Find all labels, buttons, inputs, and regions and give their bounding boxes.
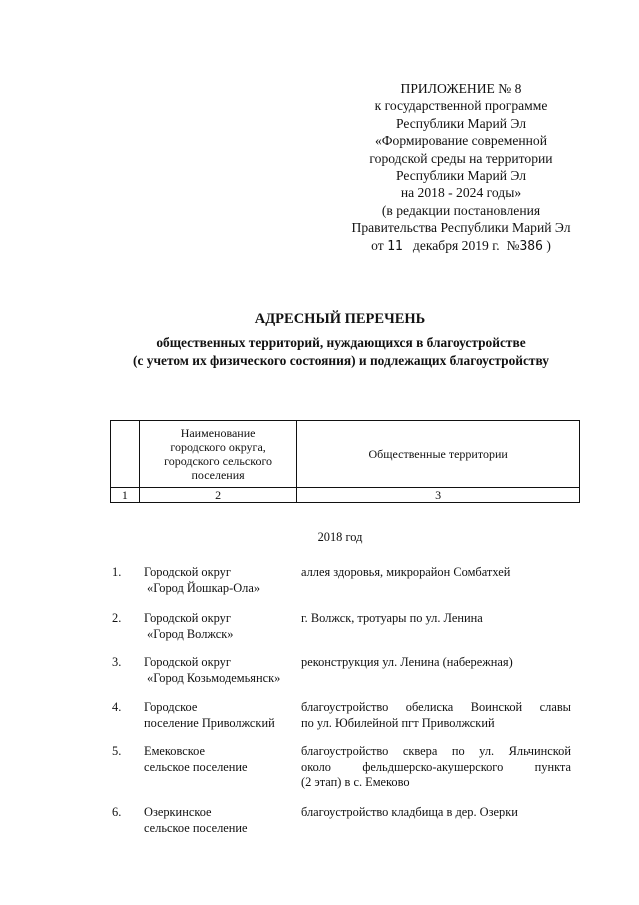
header-line: городского округа, [170,440,266,454]
settlement-line: «Город Волжск» [147,626,234,641]
appendix-line: Республики Марий Эл [395,115,527,131]
settlement-name [144,611,292,642]
territory-line: благоустройство кладбища в дер. Озерки [301,805,518,819]
territory-line: около фельдшерско-акушерского пункта [301,759,571,774]
number-prefix: № [506,237,520,253]
date-day: 11 [387,238,403,254]
appendix-date-line [326,237,596,255]
item-number: 5. [112,744,122,758]
settlement-name [144,655,292,686]
appendix-line: (в редакции постановления [381,202,541,218]
year-heading: 2018 год [317,530,363,544]
settlement-line: Городской округ [144,611,231,625]
item-number: 3. [112,655,122,669]
territory-description [301,744,571,791]
header-line: городского сельского [164,454,273,468]
territory-line: благоустройство сквера по ул. Яльчинской [301,744,571,758]
header-table [110,420,580,503]
appendix-line: ПРИЛОЖЕНИЕ № 8 [400,81,522,96]
territory-line: по ул. Юбилейной пгт Приволжский [301,715,495,730]
subtitle-line: (с учетом их физического состояния) и подлежащих благоустройству [133,353,549,368]
column-number: 3 [297,488,580,503]
appendix-line: Правительства Республики Марий Эл [351,220,571,236]
item-number: 6. [112,805,122,819]
column-number-row [111,488,580,503]
territory-line: реконструкция ул. Ленина (набережная) [301,655,513,669]
item-number: 1. [112,565,122,579]
date-text: декабря 2019 г. [412,237,500,253]
territory-line: (2 этап) в с. Емеково [301,775,410,790]
header-cell-settlement [139,421,296,488]
territory-description [301,700,571,731]
appendix-header [326,80,596,255]
close-paren: ) [546,237,551,253]
settlement-line: «Город Йошкар-Ола» [147,580,261,595]
territory-line: благоустройство обелиска Воинской славы [301,700,571,714]
settlement-line: Городской округ [144,655,231,669]
territory-description [301,565,571,581]
appendix-line: «Формирование современной [375,133,547,149]
territory-description [301,805,571,821]
header-cell-territories: Общественные территории [297,421,580,488]
territory-description [301,611,571,627]
territory-line: аллея здоровья, микрорайон Сомбатхей [301,565,511,579]
settlement-line: сельское поселение [144,820,248,835]
settlement-line: Городское [144,700,198,714]
document-subtitle [96,334,586,370]
settlement-line: Городской округ [144,565,231,579]
settlement-name [144,805,292,836]
appendix-line: к государственной программе [374,98,548,114]
appendix-line: Республики Марий Эл [395,168,527,184]
settlement-name [144,700,292,731]
header-cell-number [111,421,140,488]
territory-line: г. Волжск, тротуары по ул. Ленина [301,611,483,625]
header-line: Наименование [180,426,256,440]
document-title: АДРЕСНЫЙ ПЕРЕЧЕНЬ [254,311,426,327]
territory-description [301,655,571,671]
settlement-name [144,565,292,596]
settlement-line: поселение Приволжский [144,715,275,730]
subtitle-line: общественных территорий, нуждающихся в благоустройстве [156,335,526,350]
item-number: 2. [112,611,122,625]
settlement-name [144,744,292,775]
settlement-line: «Город Козьмодемьянск» [147,670,281,685]
appendix-line: городской среды на территории [369,150,553,166]
number-value: 386 [519,238,543,254]
column-number: 2 [139,488,296,503]
item-number: 4. [112,700,122,714]
date-prefix: от [371,237,384,253]
settlement-line: Озеркинское [144,805,212,819]
appendix-line: на 2018 - 2024 годы» [400,185,522,201]
settlement-line: сельское поселение [144,759,248,774]
column-number: 1 [111,488,140,503]
header-line: поселения [191,468,245,482]
settlement-line: Емековское [144,744,206,758]
header-row [111,421,580,488]
